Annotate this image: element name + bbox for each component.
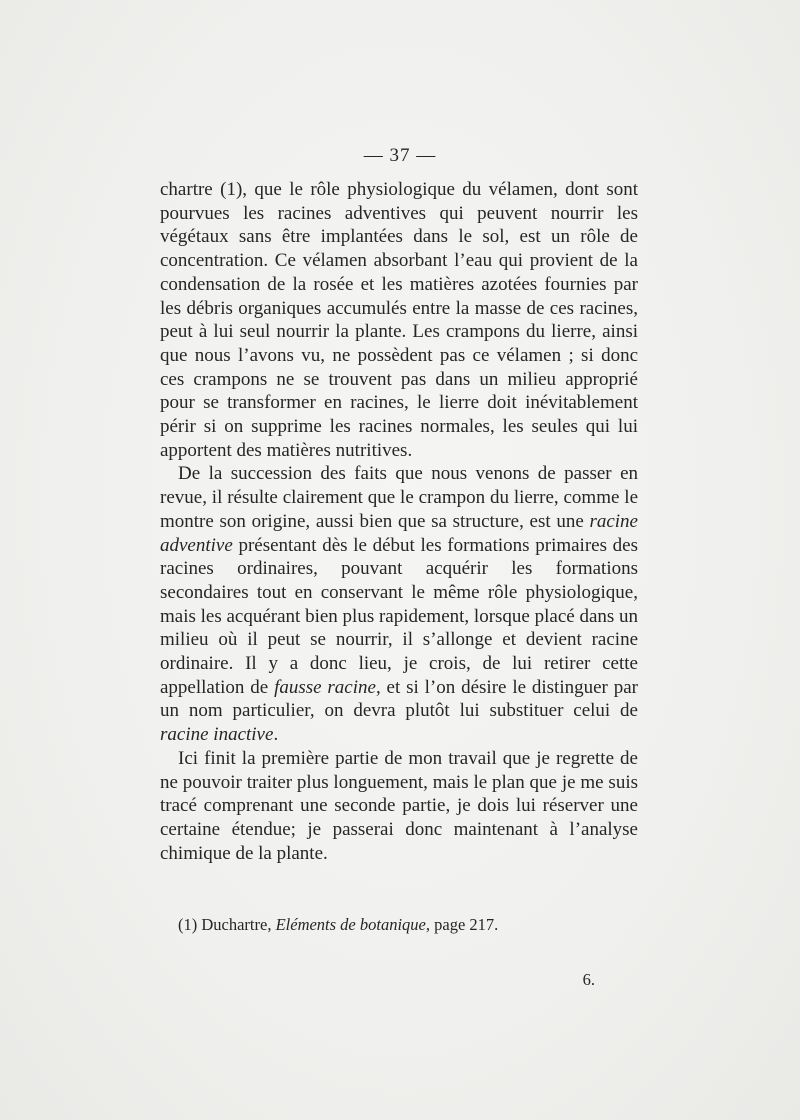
text-run: présentant dès le début les formations primaires des racines ordinaires, pouvant acquérir les formations secondaires tout en conservant le même rôle physiologique, mais les acquérant bien plus rapidement, lorsque placé dans un milieu où il peut se nourrir, il s’allonge et devient racine ordinaire. Il y a donc lieu, je crois, de lui retirer cette appellation de — [160, 534, 639, 698]
paragraph — [160, 178, 638, 462]
footnote-title: Eléments de botanique — [275, 915, 426, 934]
footnote-prefix: (1) Duchartre, — [178, 915, 276, 934]
signature-mark: 6. — [582, 970, 595, 989]
italic-phrase: racine adventive — [160, 510, 638, 556]
body-text — [160, 178, 638, 865]
footnote-suffix: , page 217. — [425, 915, 499, 934]
text-run: Ici finit la première partie de mon travail que je regrette de ne pouvoir traiter plus longuement, mais le plan que je me suis tracé comprenant une seconde partie, je dois lui réserver une certaine étendue; je passerai donc maintenant à l’analyse chimique de la plante. — [160, 747, 638, 864]
footnote — [178, 915, 498, 935]
italic-phrase: racine inactive — [160, 724, 274, 746]
text-run: chartre (1), que le rôle physiologique du vélamen, dont sont pourvues les racines adventives qui peuvent nourrir les végétaux sans être implantées dans le sol, est un rôle de concentration. Ce vélamen absorbant l’eau qui provient de la condensation de la rosée et les matières azotées fournies par les débris organiques accumulés entre la masse de ces racines, peut à lui seul nourrir la plante. Les crampons du lierre, ainsi que nous l’avons vu, ne possèdent pas ce vélamen ; si donc ces crampons ne se trouvent pas dans un milieu approprié pour se transformer en racines, le lierre doit inévitablement périr si on supprime les racines normales, les seules qui lui apportent des matières nutritives. — [160, 179, 638, 461]
page-number: — 37 — — [363, 145, 437, 166]
text-run: , et si l’on désire le distinguer par un nom particulier, on devra plutôt lui substituer celui de — [160, 676, 638, 722]
text-run: De la succession des faits que nous venons de passer en revue, il résulte clairement que le crampon du lierre, comme le montre son origine, aussi bien que sa structure, est une — [160, 463, 638, 532]
paragraph — [160, 747, 638, 866]
text-run: . — [273, 724, 279, 746]
italic-phrase: fausse racine — [274, 676, 376, 698]
paragraph — [160, 462, 638, 746]
